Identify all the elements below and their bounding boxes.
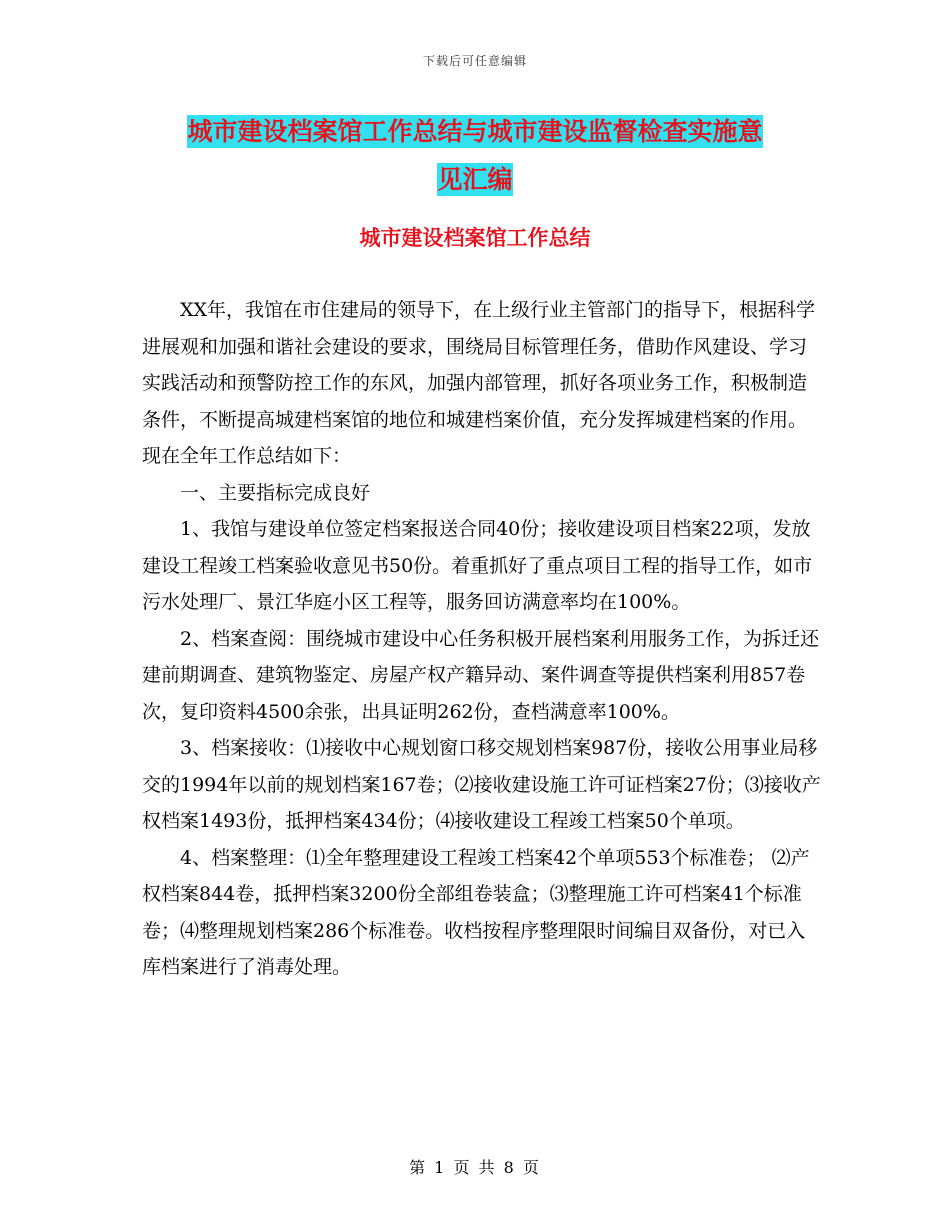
- paragraph-item-4: 4、档案整理：⑴全年整理建设工程竣工档案42个单项553个标准卷； ⑵产权档案844卷，抵押档案3200份全部组卷装盒；⑶整理施工许可档案41个标准卷；⑷整理规划档案286个标准卷。收档按程序整理限时间编目双备份，对已入库档案进行了消毒处理。: [142, 846, 810, 978]
- header-note: 下载后可任意编辑: [422, 54, 527, 68]
- paragraph-item-2: 2、档案查阅：围绕城市建设中心任务积极开展档案利用服务工作，为拆迁还建前期调查、建筑物鉴定、房屋产权产籍异动、案件调查等提供档案利用857卷次，复印资料4500余张，出具证明262份，查档满意率100%。: [142, 627, 820, 723]
- section-title: 城市建设档案馆工作总结: [359, 226, 591, 250]
- body-text: [142, 292, 822, 986]
- document-title: [140, 108, 810, 204]
- paragraph-intro: XX年，我馆在市住建局的领导下，在上级行业主管部门的指导下，根据科学进展观和加强和谐社会建设的要求，围绕局目标管理任务，借助作风建设、学习实践活动和预警防控工作的东风，加强内部管理，抓好各项业务工作，积极制造条件，不断提高城建档案馆的地位和城建档案价值，充分发挥城建档案的作用。现在全年工作总结如下：: [142, 299, 816, 467]
- page-footer: 第 1 页 共 8 页: [409, 1158, 541, 1177]
- paragraph-item-3: 3、档案接收：⑴接收中心规划窗口移交规划档案987份，接收公用事业局移交的1994年以前的规划档案167卷；⑵接收建设施工许可证档案27份；⑶接收产权档案1493份，抵押档案434份；⑷接收建设工程竣工档案50个单项。: [142, 737, 821, 832]
- paragraph-item-1: 1、我馆与建设单位签定档案报送合同40份；接收建设项目档案22项，发放建设工程竣工档案验收意见书50份。着重抓好了重点项目工程的指导工作，如市污水处理厂、景江华庭小区工程等，服务回访满意率均在100%。: [142, 518, 813, 613]
- document-title-line-1: 城市建设档案馆工作总结与城市建设监督检查实施意: [187, 117, 763, 146]
- document-title-line-2: 见汇编: [437, 165, 513, 194]
- paragraph-heading-1: 一、主要指标完成良好: [180, 481, 371, 504]
